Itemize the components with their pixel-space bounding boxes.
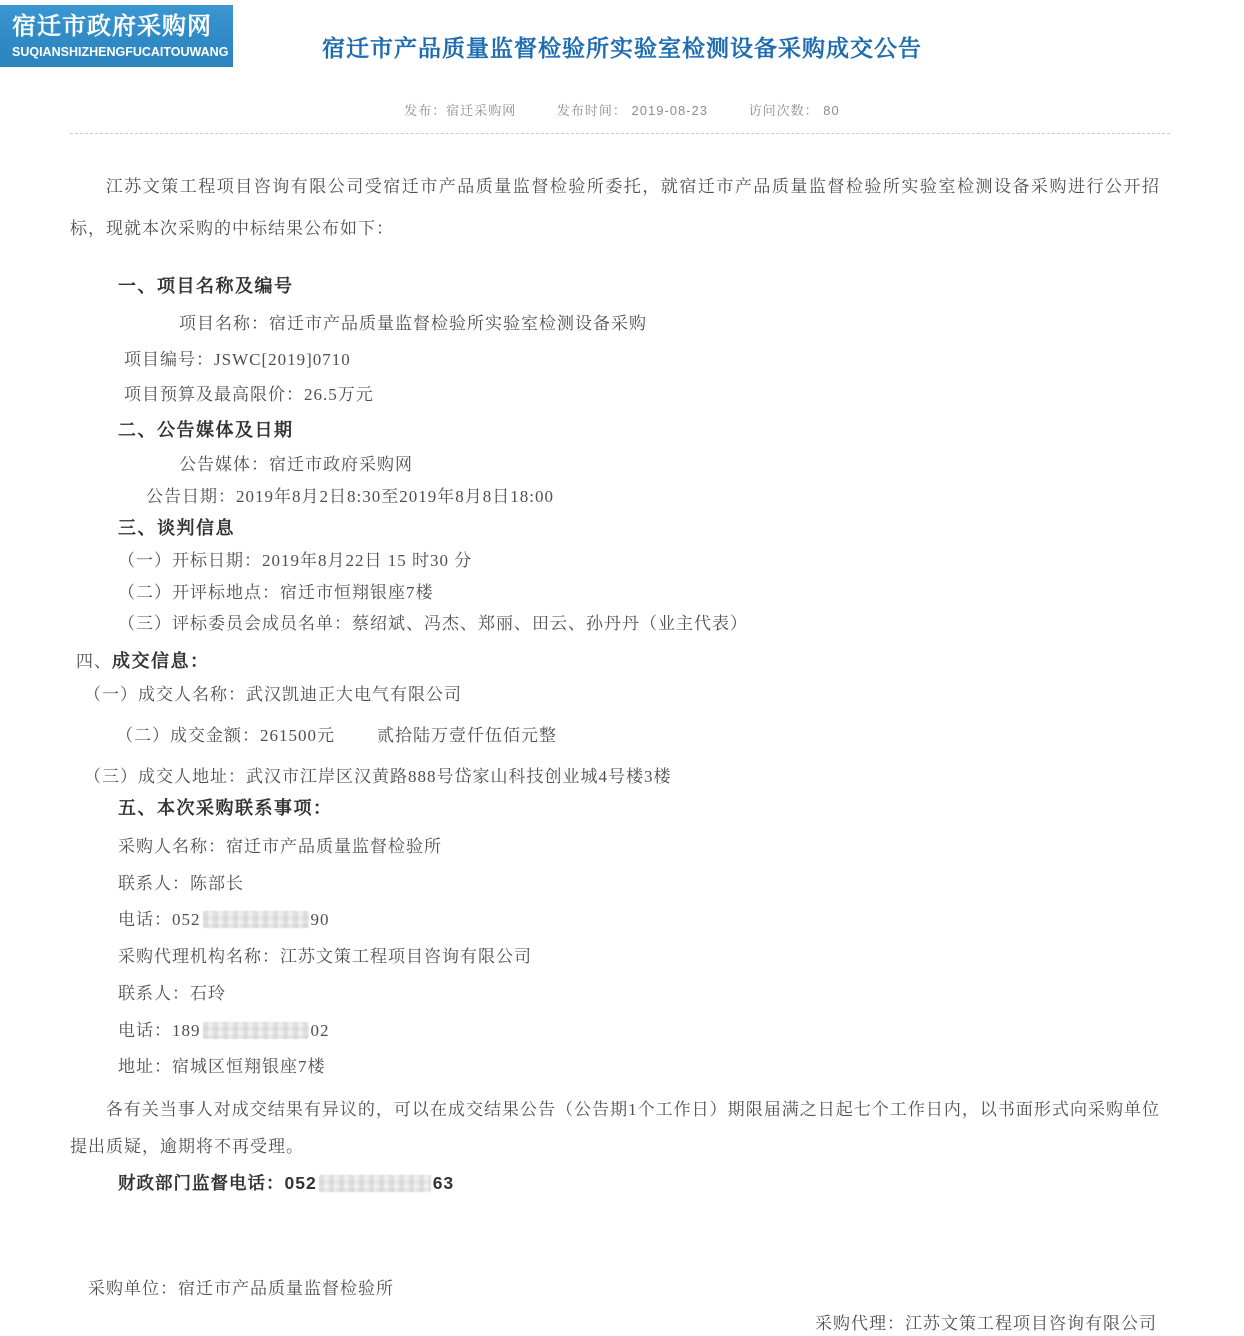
buyer-phone-label: 电话： [118, 910, 172, 929]
deal-amount [0, 724, 1244, 748]
buyer-contact: 联系人：陈部长 [118, 874, 244, 893]
section2-heading: 二、公告媒体及日期 [118, 420, 294, 440]
meta-visits: 访问次数： 80 [748, 103, 840, 118]
buyer-phone-suffix: 90 [310, 910, 330, 929]
winner-name: （一）成交人名称：武汉凯迪正大电气有限公司 [84, 685, 462, 704]
agency-name: 采购代理机构名称：江苏文策工程项目咨询有限公司 [118, 947, 532, 966]
section1-heading: 一、项目名称及编号 [118, 276, 294, 296]
agency-contact: 联系人：石玲 [118, 984, 226, 1003]
section4-title: 成交信息： [112, 651, 210, 671]
agency-phone [0, 1019, 1244, 1043]
announcement-body [0, 134, 1244, 1336]
page-title: 宿迁市产品质量监督检验所实验室检测设备采购成交公告 [322, 35, 922, 61]
project-code: 项目编号：JSWC[2019]0710 [124, 350, 351, 369]
agency-address: 地址：宿城区恒翔银座7楼 [118, 1057, 326, 1076]
closing-paragraph: 各有关当事人对成交结果有异议的，可以在成交结果公告（公告期1个工作日）期限届满之日起七个工作日内，以书面形式向采购单位提出质疑，逾期将不再受理。 [70, 1100, 1160, 1156]
deal-amount-caps: 贰拾陆万壹仟伍佰元整 [377, 726, 557, 745]
agency-phone-prefix: 189 [172, 1021, 201, 1040]
bid-open-place: （二）开评标地点：宿迁市恒翔银座7楼 [118, 583, 434, 602]
buyer-phone-prefix: 052 [172, 910, 201, 929]
buyer-phone [0, 908, 1244, 932]
section4-heading [0, 649, 1244, 674]
supervision-phone-redaction [319, 1175, 431, 1192]
footer-agency: 采购代理：江苏文策工程项目咨询有限公司 [815, 1314, 1157, 1333]
project-name: 项目名称：宿迁市产品质量监督检验所实验室检测设备采购 [179, 314, 647, 333]
agency-phone-label: 电话： [118, 1021, 172, 1040]
bid-open-date: （一）开标日期：2019年8月22日 15 时30 分 [118, 551, 473, 570]
supervision-phone-label: 财政部门监督电话： [118, 1173, 285, 1193]
buyer-phone-redaction [203, 911, 309, 928]
deal-amount-number: （二）成交金额：261500元 [116, 726, 335, 745]
meta-publisher: 发布：宿迁采购网 [404, 103, 517, 118]
evaluation-committee: （三）评标委员会成员名单：蔡绍斌、冯杰、郑丽、田云、孙丹丹（业主代表） [118, 614, 748, 633]
section3-heading: 三、谈判信息 [118, 518, 235, 538]
section4-prefix: 四、 [76, 652, 112, 671]
meta-row [0, 100, 1244, 119]
footer-buyer: 采购单位：宿迁市产品质量监督检验所 [88, 1279, 394, 1298]
supervision-phone-suffix: 63 [432, 1173, 455, 1193]
section5-heading: 五、本次采购联系事项： [118, 798, 333, 818]
meta-publish-time: 发布时间： 2019-08-23 [556, 103, 709, 118]
project-budget: 项目预算及最高限价：26.5万元 [124, 385, 374, 404]
site-logo-title: 宿迁市政府采购网 [12, 13, 212, 40]
supervision-phone-prefix: 052 [284, 1173, 317, 1193]
agency-phone-redaction [203, 1022, 309, 1039]
announcement-media: 公告媒体：宿迁市政府采购网 [179, 455, 413, 474]
winner-address: （三）成交人地址：武汉市江岸区汉黄路888号岱家山科技创业城4号楼3楼 [84, 767, 672, 786]
intro-paragraph: 江苏文策工程项目咨询有限公司受宿迁市产品质量监督检验所委托，就宿迁市产品质量监督检验所实验室检测设备采购进行公开招标，现就本次采购的中标结果公布如下： [70, 177, 1160, 238]
buyer-name: 采购人名称：宿迁市产品质量监督检验所 [118, 837, 442, 856]
supervision-phone [0, 1165, 1244, 1202]
announcement-date: 公告日期：2019年8月2日8:30至2019年8月8日18:00 [146, 487, 554, 506]
site-logo-subtitle: SUQIANSHIZHENGFUCAITOUWANG [12, 45, 229, 59]
agency-phone-suffix: 02 [310, 1021, 330, 1040]
